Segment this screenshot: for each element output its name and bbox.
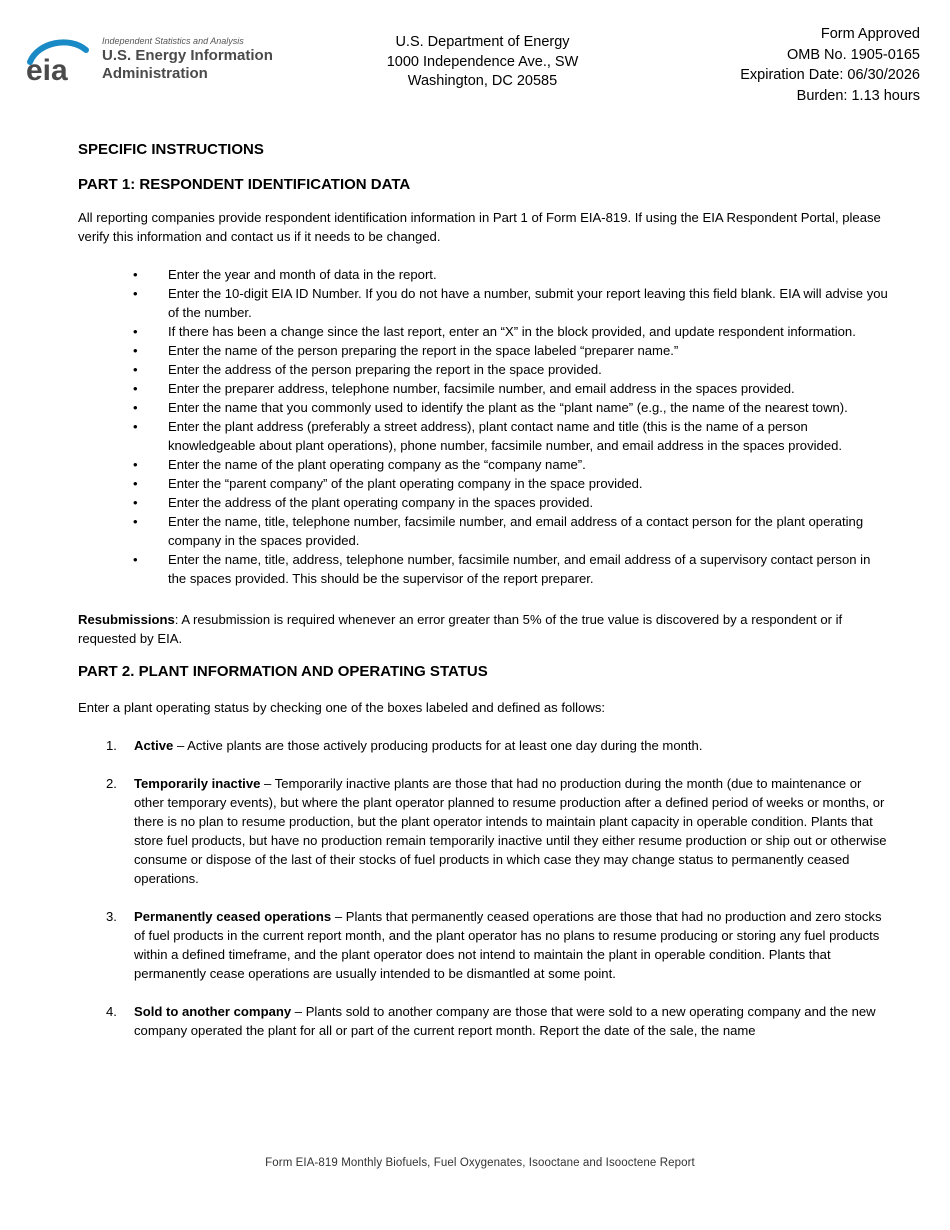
agency-address [355, 33, 610, 92]
bullet-text: Enter the name of the person preparing the report in the space labeled “preparer name.” [168, 343, 679, 358]
bullet-glyph: • [133, 495, 138, 510]
bullet-glyph: • [133, 400, 138, 415]
bullet-glyph: • [133, 457, 138, 472]
status-definition: – Plants sold to another company are those that were sold to a new operating company and the new company operated the plant for all or part of the current report month. Report the date of the sale, the name [134, 1004, 876, 1038]
bullet-text: Enter the name, title, address, telephone number, facsimile number, and email address of a supervisory contact person in the spaces provided. This should be the supervisor of the report preparer. [168, 552, 871, 586]
bullet-text: Enter the name that you commonly used to identify the plant as the “plant name” (e.g., the name of the nearest town). [168, 400, 848, 415]
status-term: Temporarily inactive [134, 776, 261, 791]
bullet-glyph: • [133, 514, 138, 529]
bullet-glyph: • [133, 324, 138, 339]
bullet-text: Enter the preparer address, telephone number, facsimile number, and email address in the spaces provided. [168, 381, 795, 396]
list-item [78, 417, 888, 455]
list-item [78, 341, 888, 360]
resubmissions-paragraph [78, 610, 888, 648]
logo-name [102, 47, 273, 83]
status-definition: – Active plants are those actively producing products for at least one day during the month. [173, 738, 703, 753]
bullet-text: Enter the name of the plant operating company as the “company name”. [168, 457, 586, 472]
eia-logo [24, 36, 294, 86]
status-number: 4. [106, 1004, 117, 1019]
status-number: 3. [106, 909, 117, 924]
bullet-text: Enter the address of the person preparing the report in the space provided. [168, 362, 602, 377]
bullet-text: Enter the “parent company” of the plant operating company in the space provided. [168, 476, 643, 491]
list-item [78, 512, 888, 550]
approval-line3: Expiration Date: 06/30/2026 [740, 67, 920, 83]
status-number: 2. [106, 776, 117, 791]
resubmissions-label: Resubmissions [78, 612, 175, 627]
bullet-glyph: • [133, 419, 138, 434]
instructions-body [78, 140, 888, 1059]
status-item [78, 736, 888, 755]
operating-status-list [78, 736, 888, 1040]
form-footer: Form EIA-819 Monthly Biofuels, Fuel Oxygenates, Isooctane and Isooctene Report [265, 1157, 695, 1169]
bullet-text: If there has been a change since the last report, enter an “X” in the block provided, and update respondent information. [168, 324, 856, 339]
list-item [78, 360, 888, 379]
list-item [78, 379, 888, 398]
part1-bullet-list [78, 265, 888, 588]
list-item [78, 265, 888, 284]
part2-intro: Enter a plant operating status by checking one of the boxes labeled and defined as follows: [78, 700, 606, 715]
omb-approval-block [740, 24, 920, 106]
status-term: Permanently ceased operations [134, 909, 332, 924]
status-number: 1. [106, 738, 117, 753]
agency-line2: 1000 Independence Ave., SW [386, 53, 579, 70]
bullet-glyph: • [133, 381, 138, 396]
approval-line4: Burden: 1.13 hours [796, 87, 920, 104]
bullet-glyph: • [133, 343, 138, 358]
eia-arc-icon [24, 36, 94, 82]
list-item [78, 474, 888, 493]
resubmissions-text: : A resubmission is required whenever an error greater than 5% of the true value is discovered by a respondent or if requested by EIA. [78, 612, 843, 646]
part1-heading: PART 1: RESPONDENT IDENTIFICATION DATA [78, 176, 411, 193]
status-item [78, 907, 888, 983]
list-item [78, 493, 888, 512]
status-item [78, 1002, 888, 1040]
status-item [78, 774, 888, 888]
list-item [78, 284, 888, 322]
status-definition: – Plants that permanently ceased operations are those that had no production and zero stocks of fuel products in the current report month, and the plant operator has no plans to resume producing or storing any fuel products within a defined timeframe, and the plant operator does not intend to maintain the plant in operable condition. Plants that permanently cease operations are usually intended to be dismantled at some point. [134, 909, 882, 981]
bullet-glyph: • [133, 476, 138, 491]
status-definition: – Temporarily inactive plants are those that had no production during the month (due to maintenance or other temporary events), but where the plant operator planned to resume production after a defined period of weeks or months, or there is no plan to resume production, but the plant operator intends to maintain plant capacity in operable condition. Plants that store fuel products, but have no production remain temporarily inactive until they either resume production or ship out or otherwise consume or dispose of the last of their stocks of fuel products in which case they may change status to permanently ceased operations. [134, 776, 887, 886]
bullet-glyph: • [133, 552, 138, 567]
list-item [78, 398, 888, 417]
part1-intro: All reporting companies provide respondent identification information in Part 1 of Form EIA-819. If using the EIA Respondent Portal, please verify this information and contact us if it needs to be changed. [78, 210, 881, 244]
eia-wordmark: eia [26, 54, 68, 82]
list-item [78, 455, 888, 474]
agency-line1: U.S. Department of Energy [395, 34, 570, 50]
bullet-text: Enter the name, title, telephone number, facsimile number, and email address of a contact person for the plant operating company in the spaces provided. [168, 514, 864, 548]
bullet-text: Enter the address of the plant operating company in the spaces provided. [168, 495, 594, 510]
status-term: Sold to another company [134, 1004, 292, 1019]
part2-heading: PART 2. PLANT INFORMATION AND OPERATING STATUS [78, 663, 488, 680]
bullet-glyph: • [133, 267, 138, 282]
status-term: Active [134, 738, 174, 753]
list-item [78, 322, 888, 341]
bullet-glyph: • [133, 362, 138, 377]
bullet-text: Enter the 10-digit EIA ID Number. If you do not have a number, submit your report leaving this field blank. EIA will advise you of the number. [168, 286, 888, 320]
bullet-glyph: • [133, 286, 138, 301]
list-item [78, 550, 888, 588]
bullet-text: Enter the plant address (preferably a street address), plant contact name and title (this is the name of a person knowledgeable about plant operations), phone number, facsimile number, and email address in the spaces provided. [168, 419, 843, 453]
approval-line1: Form Approved [820, 26, 920, 42]
logo-name-line2: Administration [102, 65, 208, 82]
agency-line3: Washington, DC 20585 [407, 73, 558, 89]
logo-tagline: Independent Statistics and Analysis [102, 36, 244, 46]
logo-name-line1: U.S. Energy Information [102, 47, 273, 64]
approval-line2: OMB No. 1905-0165 [787, 46, 920, 63]
specific-instructions-heading: SPECIFIC INSTRUCTIONS [78, 141, 264, 158]
bullet-text: Enter the year and month of data in the report. [168, 267, 437, 282]
